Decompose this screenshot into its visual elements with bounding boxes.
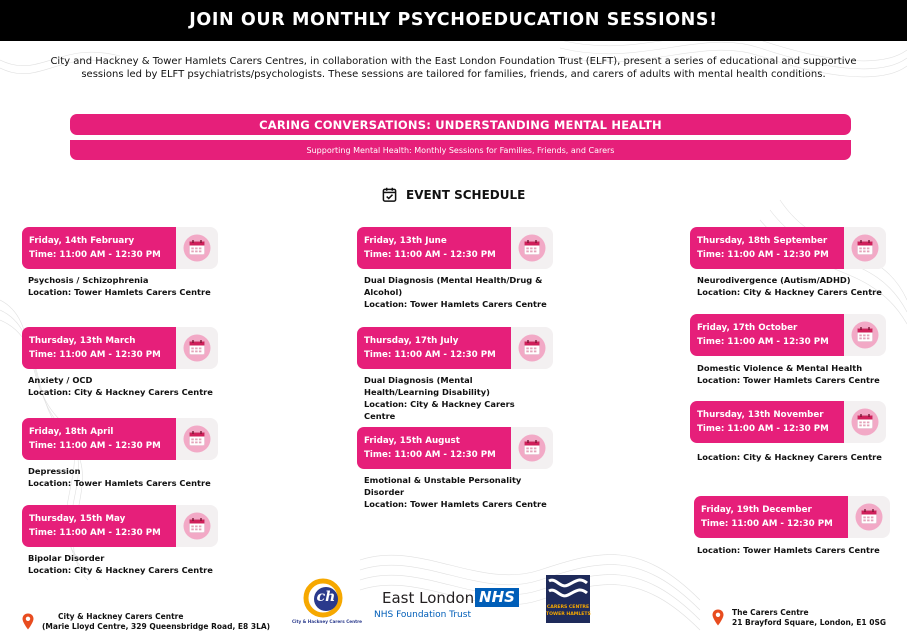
event-date: Friday, 17th October [697,323,798,333]
calendar-icon [176,227,218,269]
event-datetime [357,327,513,369]
calendar-icon [844,314,886,356]
session-banner [70,114,851,162]
banner-title: CARING CONVERSATIONS: UNDERSTANDING MENTAL HEALTH [70,114,851,135]
event-card [22,418,218,460]
event-location: Location: Tower Hamlets Carers Centre [364,499,547,509]
event-datetime [694,496,850,538]
event-info [364,274,554,310]
thcc-line2: TOWER HAMLETS [546,612,591,617]
event-date: Friday, 13th June [364,236,447,246]
event-topic: Dual Diagnosis (Mental Health/Learning Disability) [364,375,490,397]
calendar-icon [176,505,218,547]
event-date: Thursday, 17th July [364,336,459,346]
event-location: Location: Tower Hamlets Carers Centre [364,299,547,309]
event-location: Location: City & Hackney Carers Centre [364,399,515,421]
calendar-icon [844,401,886,443]
footer-right-address: 21 Brayford Square, London, E1 0SG [732,618,887,627]
event-topic: Psychosis / Schizophrenia [28,275,149,285]
event-topic: Domestic Violence & Mental Health [697,363,863,373]
event-location: Location: City & Hackney Carers Centre [28,387,213,397]
event-time: Time: 11:00 AM - 12:30 PM [697,337,829,347]
event-location: Location: Tower Hamlets Carers Centre [28,478,211,488]
banner-subtitle: Supporting Mental Health: Monthly Sessions for Families, Friends, and Carers [70,140,851,160]
event-date: Thursday, 15th May [29,514,126,524]
event-location: Location: City & Hackney Carers Centre [28,565,213,575]
event-time: Time: 11:00 AM - 12:30 PM [697,250,829,260]
event-datetime [22,227,178,269]
event-date: Friday, 18th April [29,427,114,437]
event-card [690,401,886,443]
event-info [28,374,224,398]
event-card [357,227,553,269]
schedule-title-text: EVENT SCHEDULE [406,187,526,202]
calendar-icon [511,227,553,269]
event-info [697,274,893,298]
chcc-logo-caption: City & Hackney Carers Centre [291,619,363,624]
event-topic: Bipolar Disorder [28,553,105,563]
calendar-icon [176,418,218,460]
event-topic: Dual Diagnosis (Mental Health/Drug & Alcohol) [364,275,543,297]
thcc-line1: CARERS CENTRE [546,605,590,610]
event-datetime [22,505,178,547]
event-info [28,465,224,489]
event-datetime [22,327,178,369]
event-date: Thursday, 13th March [29,336,136,346]
event-datetime [357,427,513,469]
event-location: Location: Tower Hamlets Carers Centre [697,375,880,385]
event-topic: Depression [28,466,81,476]
event-time: Time: 11:00 AM - 12:30 PM [29,250,161,260]
event-topic: Anxiety / OCD [28,375,93,385]
event-topic: Neurodivergence (Autism/ADHD) [697,275,851,285]
footer-location-right [712,608,886,628]
event-card [22,227,218,269]
event-date: Friday, 14th February [29,236,135,246]
calendar-icon [176,327,218,369]
footer-right-name: The Carers Centre [732,608,809,617]
event-date: Thursday, 18th September [697,236,828,246]
calendar-icon [511,427,553,469]
location-pin-icon [22,613,34,630]
event-datetime [22,418,178,460]
event-card [357,327,553,369]
event-card [694,496,890,538]
event-location: Location: City & Hackney Carers Centre [697,452,882,462]
event-time: Time: 11:00 AM - 12:30 PM [29,350,161,360]
event-time: Time: 11:00 AM - 12:30 PM [364,250,496,260]
event-time: Time: 11:00 AM - 12:30 PM [29,528,161,538]
event-time: Time: 11:00 AM - 12:30 PM [364,450,496,460]
event-card [22,327,218,369]
intro-text: City and Hackney & Tower Hamlets Carers Centres, in collaboration with the East London Foundation Trust (ELFT), present a series of educational and supportive sessions led by ELFT psychiatrists/psychologists. These sessions are tailored for families, friends, and carers of adults with mental health conditions. [50,56,857,80]
event-date: Friday, 15th August [364,436,460,446]
calendar-check-icon [382,187,397,202]
city-hackney-carers-logo [288,578,366,626]
event-location: Location: Tower Hamlets Carers Centre [697,545,880,555]
event-datetime [357,227,513,269]
event-time: Time: 11:00 AM - 12:30 PM [701,519,833,529]
calendar-icon [848,496,890,538]
event-info [697,362,893,386]
tower-hamlets-carers-logo [546,575,590,623]
schedule-heading [382,187,525,202]
event-datetime [690,401,846,443]
event-location: Location: City & Hackney Carers Centre [697,287,882,297]
chcc-logo-letters: ch [316,589,336,605]
event-date: Friday, 19th December [701,505,812,515]
location-pin-icon [712,609,724,626]
footer-left-name: City & Hackney Carers Centre [58,612,184,621]
event-info [28,552,224,576]
calendar-icon [511,327,553,369]
event-info [697,544,893,556]
elft-subtitle: NHS Foundation Trust [374,610,471,620]
thcc-logo-mark [546,575,590,601]
footer-left-address: (Marie Lloyd Centre, 329 Queensbridge Road, E8 3LA) [42,622,271,631]
event-card [22,505,218,547]
event-time: Time: 11:00 AM - 12:30 PM [364,350,496,360]
event-card [357,427,553,469]
event-location: Location: Tower Hamlets Carers Centre [28,287,211,297]
event-datetime [690,314,846,356]
event-info [364,374,539,422]
event-date: Thursday, 13th November [697,410,824,420]
event-datetime [690,227,846,269]
event-time: Time: 11:00 AM - 12:30 PM [29,441,161,451]
event-topic: Emotional & Unstable Personality Disorder [364,475,522,497]
elft-nhs-logo [373,586,523,626]
event-info [364,474,554,510]
event-time: Time: 11:00 AM - 12:30 PM [697,424,829,434]
event-card [690,314,886,356]
event-card [690,227,886,269]
event-info [697,451,893,463]
footer-location-left [22,612,270,632]
page-title: JOIN OUR MONTHLY PSYCHOEDUCATION SESSIONS! [0,0,907,41]
calendar-icon [844,227,886,269]
event-info [28,274,224,298]
elft-name: East London [382,589,475,607]
nhs-badge: NHS [475,588,519,607]
